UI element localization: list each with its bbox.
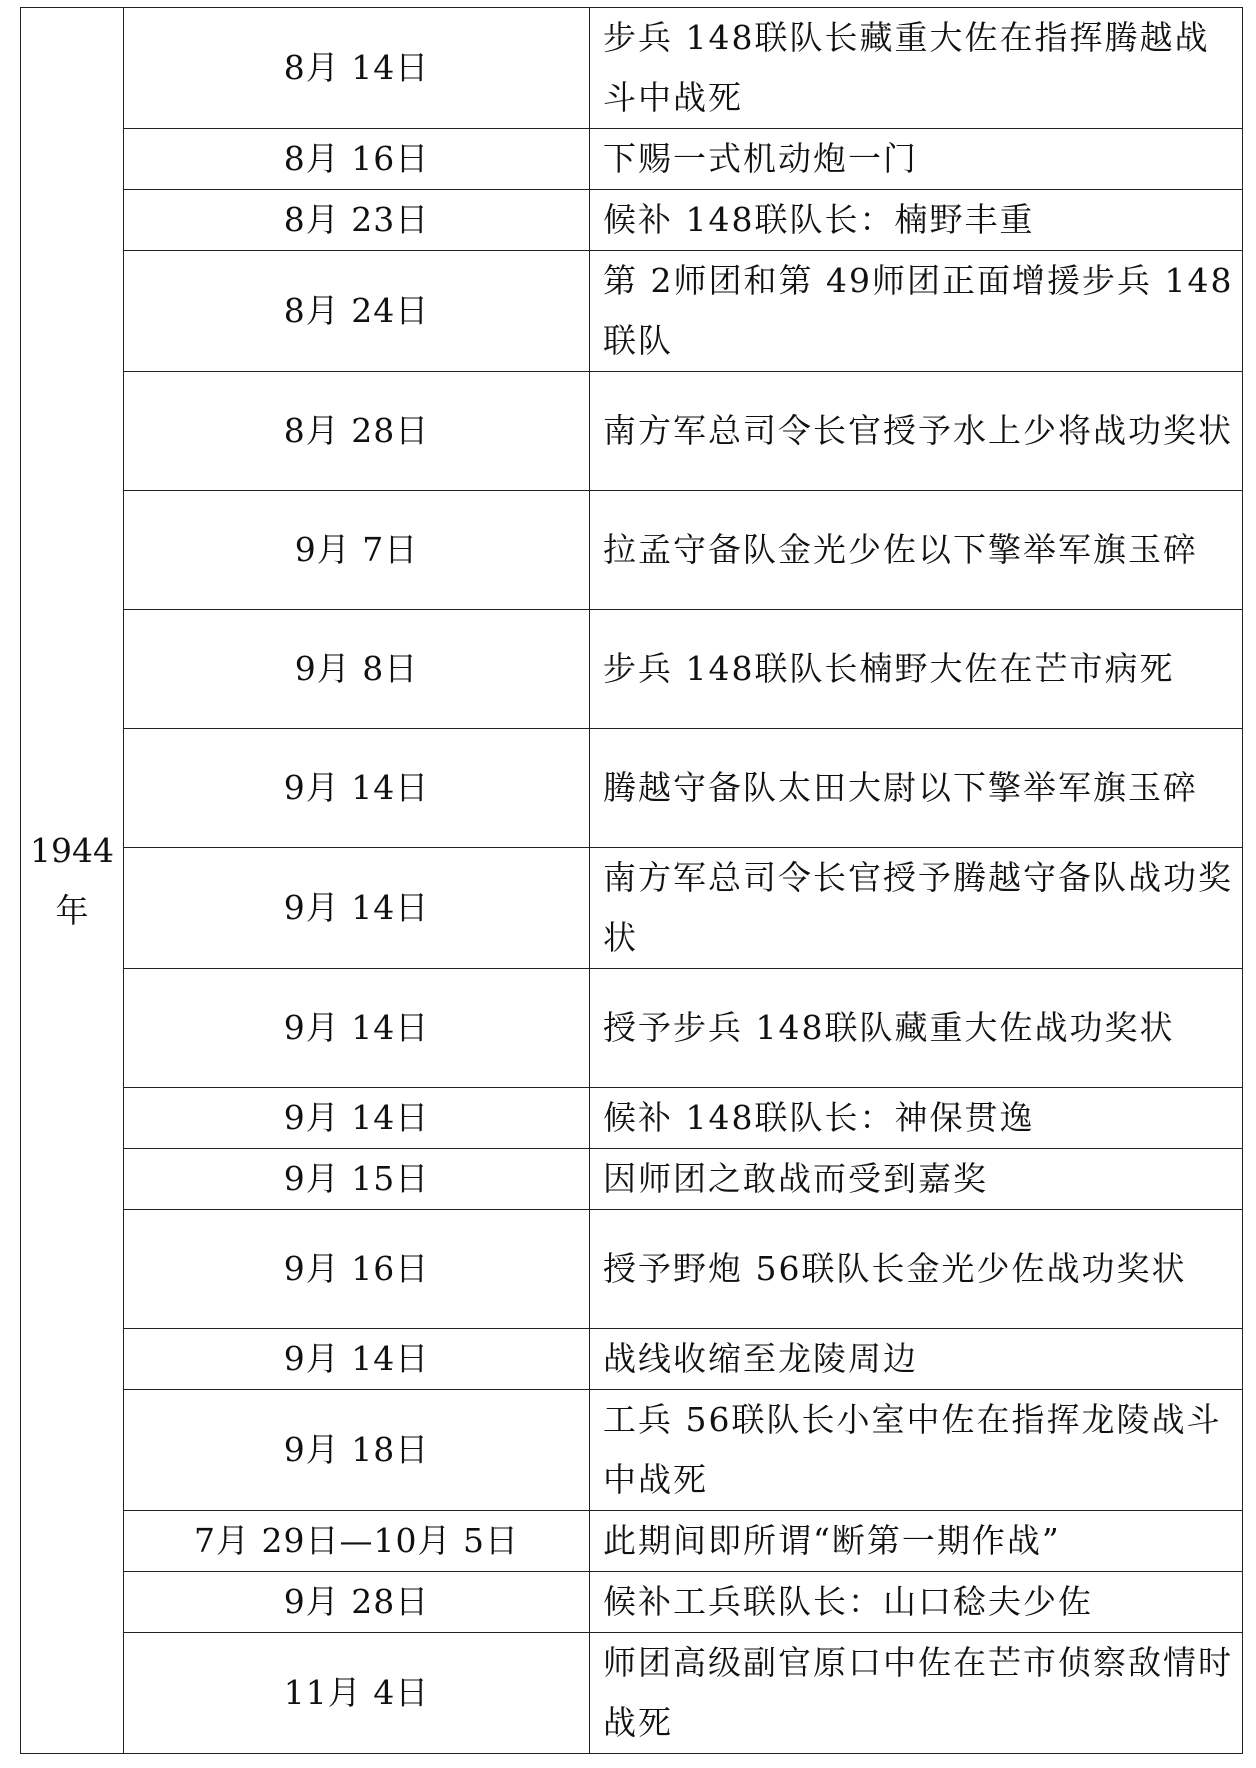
year-number: 1944	[30, 830, 114, 870]
table-row	[21, 1511, 1243, 1572]
date-cell: 9月 14日	[124, 729, 590, 848]
table-row	[21, 1572, 1243, 1633]
table-row	[21, 1088, 1243, 1149]
event-cell: 因师团之敢战而受到嘉奖	[590, 1149, 1243, 1210]
year-suffix: 年	[55, 890, 89, 930]
date-cell: 8月 14日	[124, 8, 590, 129]
date-cell: 8月 23日	[124, 190, 590, 251]
event-cell: 授予野炮 56联队长金光少佐战功奖状	[590, 1210, 1243, 1329]
date-cell: 9月 28日	[124, 1572, 590, 1633]
table-row	[21, 129, 1243, 190]
table-row	[21, 190, 1243, 251]
table-row	[21, 1210, 1243, 1329]
date-cell: 9月 8日	[124, 610, 590, 729]
date-cell: 9月 14日	[124, 1329, 590, 1390]
table-row	[21, 1633, 1243, 1754]
table-row	[21, 1329, 1243, 1390]
event-cell: 南方军总司令长官授予腾越守备队战功奖状	[590, 848, 1243, 969]
date-cell: 8月 24日	[124, 251, 590, 372]
event-cell: 授予步兵 148联队藏重大佐战功奖状	[590, 969, 1243, 1088]
event-cell: 候补工兵联队长：山口稔夫少佐	[590, 1572, 1243, 1633]
event-cell: 此期间即所谓“断第一期作战”	[590, 1511, 1243, 1572]
date-cell: 9月 14日	[124, 969, 590, 1088]
chronology-table	[20, 7, 1243, 1754]
table-row	[21, 848, 1243, 969]
table-row	[21, 251, 1243, 372]
event-cell: 工兵 56联队长小室中佐在指挥龙陵战斗中战死	[590, 1390, 1243, 1511]
event-cell: 下赐一式机动炮一门	[590, 129, 1243, 190]
event-cell: 步兵 148联队长楠野大佐在芒市病死	[590, 610, 1243, 729]
table-row	[21, 1390, 1243, 1511]
table-row	[21, 610, 1243, 729]
date-cell: 9月 15日	[124, 1149, 590, 1210]
date-cell: 9月 7日	[124, 491, 590, 610]
event-cell: 候补 148联队长：神保贯逸	[590, 1088, 1243, 1149]
event-cell: 候补 148联队长：楠野丰重	[590, 190, 1243, 251]
event-cell: 拉孟守备队金光少佐以下擎举军旗玉碎	[590, 491, 1243, 610]
event-cell: 步兵 148联队长藏重大佐在指挥腾越战斗中战死	[590, 8, 1243, 129]
year-cell	[21, 8, 124, 1754]
table-row	[21, 8, 1243, 129]
event-cell: 南方军总司令长官授予水上少将战功奖状	[590, 372, 1243, 491]
date-cell: 8月 28日	[124, 372, 590, 491]
event-cell: 第 2师团和第 49师团正面增援步兵 148联队	[590, 251, 1243, 372]
table-row	[21, 969, 1243, 1088]
date-cell: 9月 18日	[124, 1390, 590, 1511]
chronology-table-body	[21, 8, 1243, 1754]
date-cell: 9月 14日	[124, 1088, 590, 1149]
table-row	[21, 491, 1243, 610]
date-cell: 9月 16日	[124, 1210, 590, 1329]
table-row	[21, 729, 1243, 848]
date-cell: 7月 29日—10月 5日	[124, 1511, 590, 1572]
table-row	[21, 372, 1243, 491]
date-cell: 11月 4日	[124, 1633, 590, 1754]
table-row	[21, 1149, 1243, 1210]
event-cell: 腾越守备队太田大尉以下擎举军旗玉碎	[590, 729, 1243, 848]
event-cell: 战线收缩至龙陵周边	[590, 1329, 1243, 1390]
date-cell: 9月 14日	[124, 848, 590, 969]
date-cell: 8月 16日	[124, 129, 590, 190]
event-cell: 师团高级副官原口中佐在芒市侦察敌情时战死	[590, 1633, 1243, 1754]
year-label	[30, 821, 114, 941]
